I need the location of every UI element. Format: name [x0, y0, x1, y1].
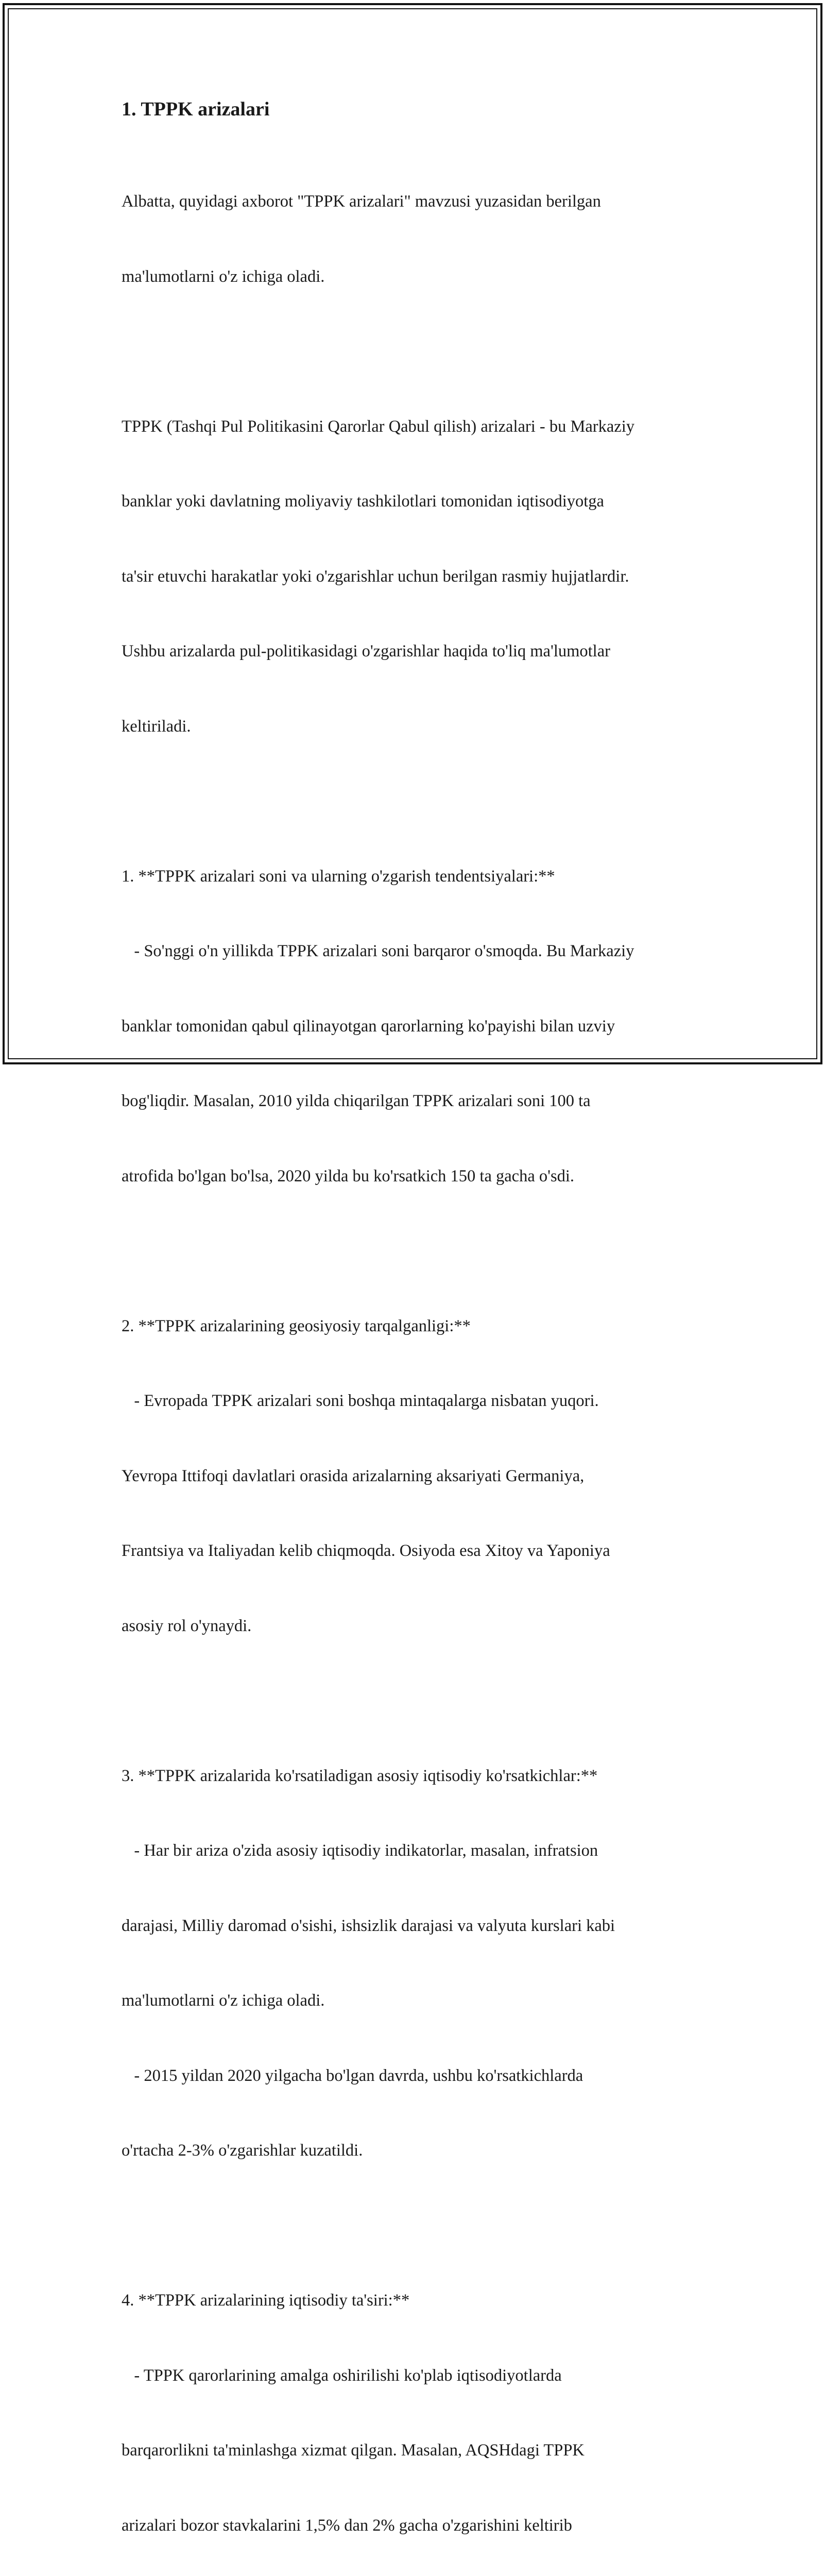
text-line: bog'liqdir. Masalan, 2010 yilda chiqarilgan TPPK arizalari soni 100 ta — [122, 1092, 591, 1110]
text-line: banklar tomonidan qabul qilinayotgan qarorlarning ko'payishi bilan uzviy — [122, 1016, 615, 1036]
text-line: Albatta, quyidagi axborot "TPPK arizalari" mavzusi yuzasidan berilgan — [122, 192, 601, 211]
intro-paragraph — [122, 139, 719, 339]
text-line: Yevropa Ittifoqi davlatlari orasida arizalarning aksariyati Germaniya, — [122, 1466, 585, 1485]
section-2 — [122, 1264, 719, 1689]
text-line: o'rtacha 2-3% o'zgarishlar kuzatildi. — [122, 2141, 363, 2160]
document-body — [122, 96, 719, 2576]
text-line: TPPK (Tashqi Pul Politikasini Qarorlar Qabul qilish) arizalari - bu Markaziy — [122, 417, 634, 436]
section-heading: 4. **TPPK arizalarining iqtisodiy ta'siri:** — [122, 2291, 410, 2310]
text-line: - 2015 yildan 2020 yilgacha bo'lgan davrda, ushbu ko'rsatkichlarda — [122, 2066, 583, 2085]
text-line: atrofida bo'lgan bo'lsa, 2020 yilda bu ko'rsatkich 150 ta gacha o'sdi. — [122, 1166, 575, 1185]
section-4 — [122, 2238, 719, 2576]
text-line: ma'lumotlarni o'z ichiga oladi. — [122, 1991, 325, 2010]
text-line: Frantsiya va Italiyadan kelib chiqmoqda. Osiyoda esa Xitoy va Yaponiya — [122, 1541, 610, 1560]
section-heading: 3. **TPPK arizalarida ko'rsatiladigan asosiy iqtisodiy ko'rsatkichlar:** — [122, 1766, 598, 1785]
text-line: barqarorlikni ta'minlashga xizmat qilgan. Masalan, AQSHdagi TPPK — [122, 2441, 585, 2460]
section-3 — [122, 1714, 719, 2213]
text-line: asosiy rol o'ynaydi. — [122, 1616, 252, 1635]
document-title: 1. TPPK arizalari — [122, 98, 270, 120]
text-line: darajasi, Milliy daromad o'sishi, ishsizlik darajasi va valyuta kurslari kabi — [122, 1916, 615, 1935]
text-line: ta'sir etuvchi harakatlar yoki o'zgarishlar uchun berilgan rasmiy hujjatlardir. — [122, 567, 629, 586]
section-1 — [122, 814, 719, 1239]
text-line: - Har bir ariza o'zida asosiy iqtisodiy indikatorlar, masalan, infratsion — [122, 1841, 598, 1860]
text-line: Ushbu arizalarda pul-politikasidagi o'zgarishlar haqida to'liq ma'lumotlar — [122, 642, 610, 660]
text-line: banklar yoki davlatning moliyaviy tashkilotlari tomonidan iqtisodiyotga — [122, 492, 604, 511]
text-line: - So'nggi o'n yillikda TPPK arizalari soni barqaror o'smoqda. Bu Markaziy — [122, 942, 634, 960]
definition-paragraph — [122, 364, 719, 789]
text-line: arizalari bozor stavkalarini 1,5% dan 2% gacha o'zgarishini keltirib — [122, 2516, 572, 2535]
section-heading: 2. **TPPK arizalarining geosiyosiy tarqalganligi:** — [122, 1316, 471, 1335]
text-line: ma'lumotlarni o'z ichiga oladi. — [122, 267, 325, 286]
text-line: keltiriladi. — [122, 717, 191, 736]
section-heading: 1. **TPPK arizalari soni va ularning o'zgarish tendentsiyalari:** — [122, 867, 555, 886]
text-line: - TPPK qarorlarining amalga oshirilishi ko'plab iqtisodiyotlarda — [122, 2366, 562, 2385]
text-line: - Evropada TPPK arizalari soni boshqa mintaqalarga nisbatan yuqori. — [122, 1392, 599, 1410]
